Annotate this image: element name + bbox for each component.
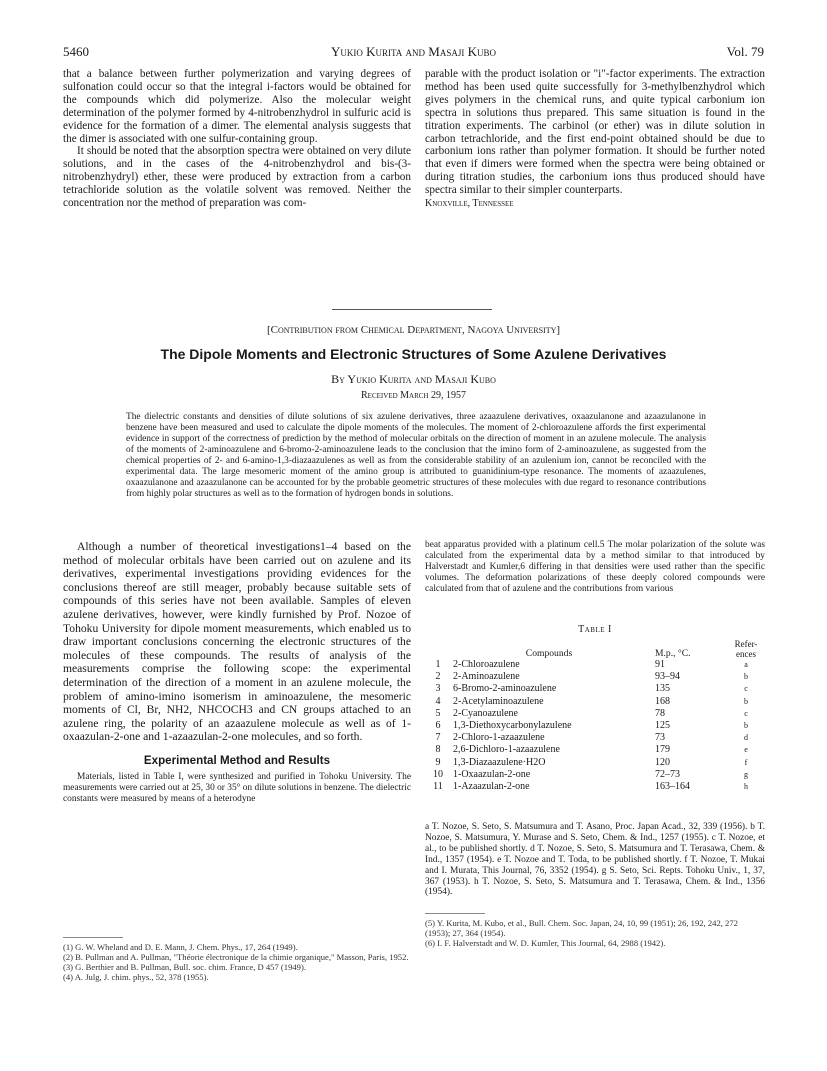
received-date: Received March 29, 1957 [361,390,466,401]
row-number: 2 [435,671,441,683]
footnote: (3) G. Berthier and B. Pullman, Bull. soc. chim. France, D 457 (1949). [63,962,306,972]
compound-name: 2-Chloroazulene [453,659,520,670]
author-location: Knoxville, Tennessee [425,198,514,210]
article-title: The Dipole Moments and Electronic Structures of Some Azulene Derivatives [160,346,667,362]
footnote: (2) B. Pullman and A. Pullman, "Théorie électronique de la chimie organique," Masson, Paris, 1952. [63,952,409,962]
table-caption: Table I [578,624,612,635]
table-row [425,708,765,720]
melting-point: 120 [655,756,670,768]
reference-mark: d [744,733,748,743]
table-row [425,683,765,695]
compound-name: 2-Aminoazulene [453,671,520,683]
table-i [425,618,765,793]
row-number: 9 [435,756,441,768]
compound-name: 1,3-Diethoxycarbonylazulene [453,720,572,732]
melting-point: 135 [655,683,670,695]
row-number: 3 [435,683,441,695]
melting-point: 93–94 [655,671,680,683]
melting-point: 91 [655,659,665,670]
prev-paragraph: parable with the product isolation or "i"-factor experiments. The extraction method has been used quite successfully for 3-methylbenzhydrol which gives polymers in the chemical runs, and quite typical carbonium ion spectra in solutions thus prepared. This same situation is found in the titration experiments. The carbinol (or ether) was in dilute solution in carbon tetrachloride, and the first end-point obtained should be due to carbonium ions rather than polymer formation. It should be further noted that even if dimers were formed when the spectra were being obtained or during titration studies, the carbonium ions thus produced should have spectra similar to their simpler counterparts. [425,68,765,197]
article-divider [332,309,492,310]
reference-mark: b [744,721,748,731]
reference-mark: c [744,684,748,694]
melting-point: 125 [655,720,670,732]
row-number: 5 [435,707,441,719]
melting-point: 179 [655,744,670,756]
table-row [425,757,765,769]
prev-article-left-column [63,68,411,210]
footnote: (4) A. Julg, J. chim. phys., 52, 378 (1955). [63,972,209,982]
compound-name: 2-Chloro-1-azaazulene [453,732,545,744]
reference-mark: a [744,660,748,669]
compound-name: 2-Cyanoazulene [453,707,518,719]
compound-name: 2-Acetylaminoazulene [453,695,544,707]
reference-mark: f [744,757,748,767]
melting-point: 163–164 [655,781,690,793]
table-row [425,744,765,756]
header-compounds: Compounds [525,648,573,659]
reference-mark: b [744,696,748,706]
body-left-column [63,540,411,805]
header-mp: M.p., °C. [655,648,691,659]
table-row [425,696,765,708]
prev-article-right-column [425,68,765,211]
contribution-line: [Contribution from Chemical Department, Nagoya University] [266,324,561,336]
melting-point: 78 [655,707,665,719]
header-refs: Refer-ences [734,639,758,659]
melting-point: 72–73 [655,768,680,780]
reference-mark: g [744,769,748,779]
methods-paragraph: Materials, listed in Table I, were synthesized and purified in Tohoku University. The measurements were carried out at 25, 30 or 35° on dilute solutions in benzene. The dielectric constants were measured by means of a heterodyne [63,771,411,804]
volume-label: Vol. 79 [726,44,764,59]
footnote: (1) G. W. Wheland and D. E. Mann, J. Chem. Phys., 17, 264 (1949). [63,942,298,952]
running-head-authors: Yukio Kurita and Masaji Kubo [331,44,496,59]
melting-point: 73 [655,732,665,744]
table-notes: a T. Nozoe, S. Seto, S. Matsumura and T. Asano, Proc. Japan Acad., 32, 339 (1956). b T. Nozoe, S. Matsumura, Y. Murase and S. Seto, Chem. & Ind., 1257 (1955). c T. Nozoe, et al., to be published shortly. d T. Nozoe, S. Seto, S. Matsumura and T. Terasawa, Chem. & Ind., 1357 (1954). e T. Nozoe and T. Toda, to be published shortly. f T. Nozoe, T. Mukai and I. Murata, This Journal, 76, 3352 (1954). g S. Seto, Sci. Repts. Tohoku Univ., 1, 37, 367 (1953). h T. Nozoe, S. Seto, S. Matsumura and T. Terasawa, Chem. & Ind., 1356 (1954). [425,822,765,898]
footnotes-right [425,918,765,948]
row-number: 4 [435,695,441,707]
compounds-table [425,639,765,793]
row-number: 6 [435,720,441,732]
table-row [425,659,765,671]
footnote: (5) Y. Kurita, M. Kubo, et al., Bull. Chem. Soc. Japan, 24, 10, 99 (1951); 26, 192, 242, 272 (1953); 27, 364 (1954). [425,918,738,938]
compound-name: 1-Oxaazulan-2-one [453,768,531,780]
prev-paragraph: It should be noted that the absorption spectra were obtained on very dilute solutions, and in the cases of the 4-nitrobenzhydrol and bis-(3-nitrobenzhydryl) ether, these were produced by extraction from a carbon tetrachloride solution as the volatile solvent was removed. Neither the concentration nor the method of preparation was com- [63,145,411,210]
byline: By Yukio Kurita and Masaji Kubo [331,372,496,386]
intro-paragraph: Although a number of theoretical investigations1–4 based on the method of molecular orbitals have been carried out on azulene and its derivatives, experimental investigations providing evidences for the conclusions thereof are still meager, probably because suitable sets of compounds of this series have not been available. Samples of eleven azulene derivatives, however, were kindly furnished by Prof. Nozoe of Tohoku University for dipole moment measurements, which enabled us to draw important conclusions concerning the electronic structures of the molecules of these compounds. The results of analysis of the measurements comprise the following scope: the experimental determination of the direction of a moment in an azulene molecule, the problem of amino-imino isomerism in aminoazulene, the mesomeric moments of Cl, Br, NH2, NHCOCH3 and CN groups attached to an azulene ring, the polarity of an azaazulene molecule as well as of 1-oxaazulan-2-one and 1-azaazulan-2-one molecules, and so forth. [63,540,411,744]
footnote: (6) I. F. Halverstadt and W. D. Kumler, This Journal, 64, 2988 (1942). [425,938,666,948]
compound-name: 1-Azaazulan-2-one [453,781,530,793]
table-row [425,781,765,793]
reference-mark: e [744,745,748,755]
compound-name: 2,6-Dichloro-1-azaazulene [453,744,560,756]
methods-paragraph: beat apparatus provided with a platinum cell.5 The molar polarization of the solute was calculated from the experimental data by a method similar to that introduced by Halverstadt and Kumler,6 differing in that densities were used rather than the specific volumes. The deformation polarizations of these deeply colored compounds were calculated from that of azulene and the contributions from various [425,540,765,594]
table-row [425,769,765,781]
table-row [425,732,765,744]
table-row [425,720,765,732]
row-number: 1 [435,659,441,670]
methods-right-column [425,540,765,595]
abstract: The dielectric constants and densities of dilute solutions of six azulene derivatives, three azaazulene derivatives, oxaazulanone and azaazulanone in benzene have been measured and used to calculate the dipole moments of the molecules. The moment of 2-chloroazulene affords the first experimental evidence in support of the correctness of prediction by the method of molecular orbitals on the direction of moment in an azulene molecule. The analysis of the moments of 2-aminoazulene and 6-bromo-2-aminoazulene leads to the conclusion that the imino form of 2-aminoazulene, as suggested from the chemical properties of 2- and 6-amino-1,3-diazaazulenes as well as from the considerable stability of an azulenium ion, cannot be reconciled with the experimental data. The large mesomeric moment of the amino group is attributed to guanidinium-type resonance. The moments of azaazulenes, oxaazulanone and azaazulanone can be accounted for by the probable geometric structures of these molecules with due regard to resonance contributions from highly polar structures as well as to the formation of hydrogen bonds in solutions. [126,412,706,499]
row-number: 10 [433,768,443,780]
reference-mark: c [744,708,748,718]
prev-paragraph: that a balance between further polymerization and varying degrees of sulfonation could occur so that the integral i-factors would be obtained for the compounds which did polymerize. Also the molecular weight determination of the polymer formed by 4-nitrobenzhydrol in sulfuric acid is evidence for the formation of a dimer. The elemental analysis suggests that the dimer is associated with one sulfur-containing group. [63,68,411,145]
melting-point: 168 [655,695,670,707]
footnote-rule [425,913,485,914]
footnote-rule [63,937,123,938]
section-heading: Experimental Method and Results [143,753,331,767]
compound-name: 6-Bromo-2-aminoazulene [453,683,557,695]
footnotes-left [63,942,411,982]
row-number: 8 [435,744,441,756]
table-row [425,671,765,683]
compound-name: 1,3-Diazaazulene·H2O [453,756,546,768]
row-number: 11 [433,781,443,793]
page-number: 5460 [63,44,89,59]
reference-mark: b [744,672,748,682]
reference-mark: h [744,782,748,792]
row-number: 7 [435,732,441,744]
